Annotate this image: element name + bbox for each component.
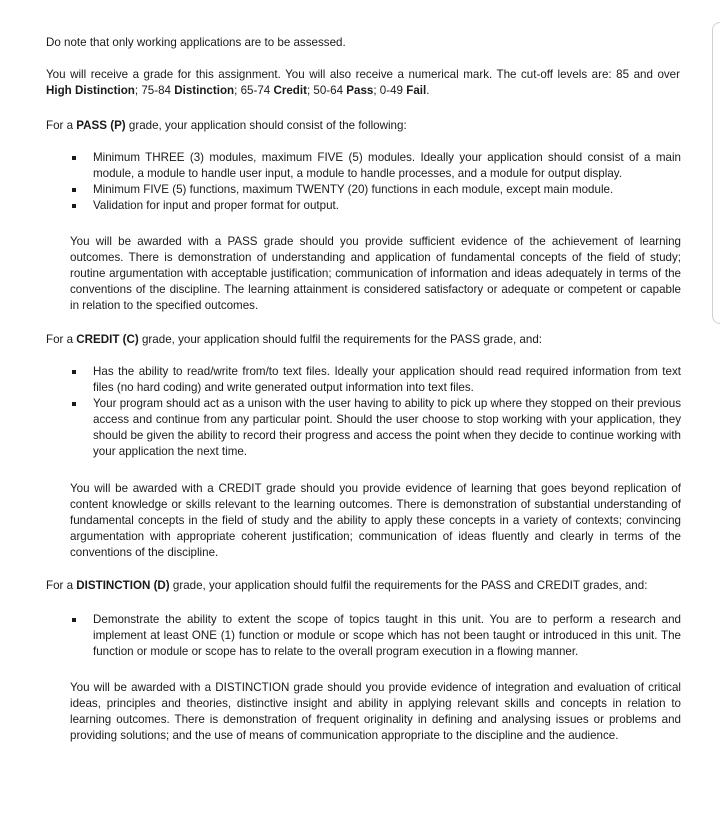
- pass-description: You will be awarded with a PASS grade should you provide sufficient evidence of the achievement of learning outcomes. There is demonstration of understanding and application of fundamental concepts of the field of study; routine argumentation with acceptable justification; communication of information and ideas adequately in terms of the conventions of the discipline. The learning attainment is considered satisfactory or adequate or competent or capable in relation to the specified outcomes.: [70, 235, 681, 312]
- list-item: Demonstrate the ability to extent the scope of topics taught in this unit. You are to perform a research and implement at least ONE (1) function or module or scope which has not been taught or introduced in this unit. The function or module or scope has to relate to the overall program execution in a flowing manner.: [70, 612, 681, 660]
- grade-c: Credit: [273, 84, 307, 97]
- credit-description: You will be awarded with a CREDIT grade should you provide evidence of learning that goes beyond replication of content knowledge or skills relevant to the learning outcomes. There is demonstration of substantial understanding of fundamental concepts in the field of study and the ability to apply these concepts in a variety of contexts; convincing argumentation with appropriate coherent justification; communication of ideas fluently and clearly in terms of the conventions of the discipline.: [70, 482, 681, 559]
- grading-intro: You will receive a grade for this assignment. You will also receive a numerical mark. The cut-off levels are: 85 and over: [46, 68, 680, 81]
- distinction-heading: For a DISTINCTION (D) grade, your application should fulfil the requirements for the PASS and CREDIT grades, and:: [46, 579, 648, 592]
- credit-requirements-list: [70, 364, 681, 460]
- list-item: Has the ability to read/write from/to text files. Ideally your application should read required information from text files (no hard coding) and write generated output information into text files.: [70, 364, 681, 396]
- list-item: Minimum THREE (3) modules, maximum FIVE (5) modules. Ideally your application should consist of a main module, a module to handle user input, a module to handle processes, and a module for output display.: [70, 150, 681, 182]
- grading-scale: You will receive a grade for this assignment. You will also receive a numerical mark. The cut-off levels are: 85 and over High Distinction; 75-84 Distinction; 65-74 Credit; 50-64 Pass; 0-49 Fail.: [46, 68, 680, 97]
- assessment-note: Do note that only working applications are to be assessed.: [46, 36, 346, 49]
- distinction-requirements-list: [70, 612, 681, 660]
- grade-d: Distinction: [174, 84, 235, 97]
- list-item: Your program should act as a unison with the user having to ability to pick up where they stopped on their previous access and continue from any particular point. Should the user choose to stop working with your application, they should be given the ability to record their progress and access the point when they decide to continue working with your application the next time.: [70, 396, 681, 460]
- distinction-description: You will be awarded with a DISTINCTION grade should you provide evidence of integration and evaluation of critical ideas, principles and theories, distinctive insight and ability in applying relevant skills and concepts in relation to learning outcomes. There is demonstration of frequent originality in defining and analysing issues or problems and providing solutions; and the use of means of communication appropriate to the discipline and the audience.: [70, 681, 681, 742]
- page-edge-tab: [712, 22, 720, 324]
- grade-p: Pass: [346, 84, 374, 97]
- credit-heading: For a CREDIT (C) grade, your application should fulfil the requirements for the PASS grade, and:: [46, 333, 542, 346]
- list-item: Minimum FIVE (5) functions, maximum TWENTY (20) functions in each module, except main module.: [70, 182, 681, 198]
- list-item: Validation for input and proper format for output.: [70, 198, 681, 214]
- pass-requirements-list: [70, 150, 681, 214]
- pass-heading: For a PASS (P) grade, your application should consist of the following:: [46, 119, 407, 132]
- grade-f: Fail: [406, 84, 427, 97]
- grade-hd: High Distinction: [46, 84, 135, 97]
